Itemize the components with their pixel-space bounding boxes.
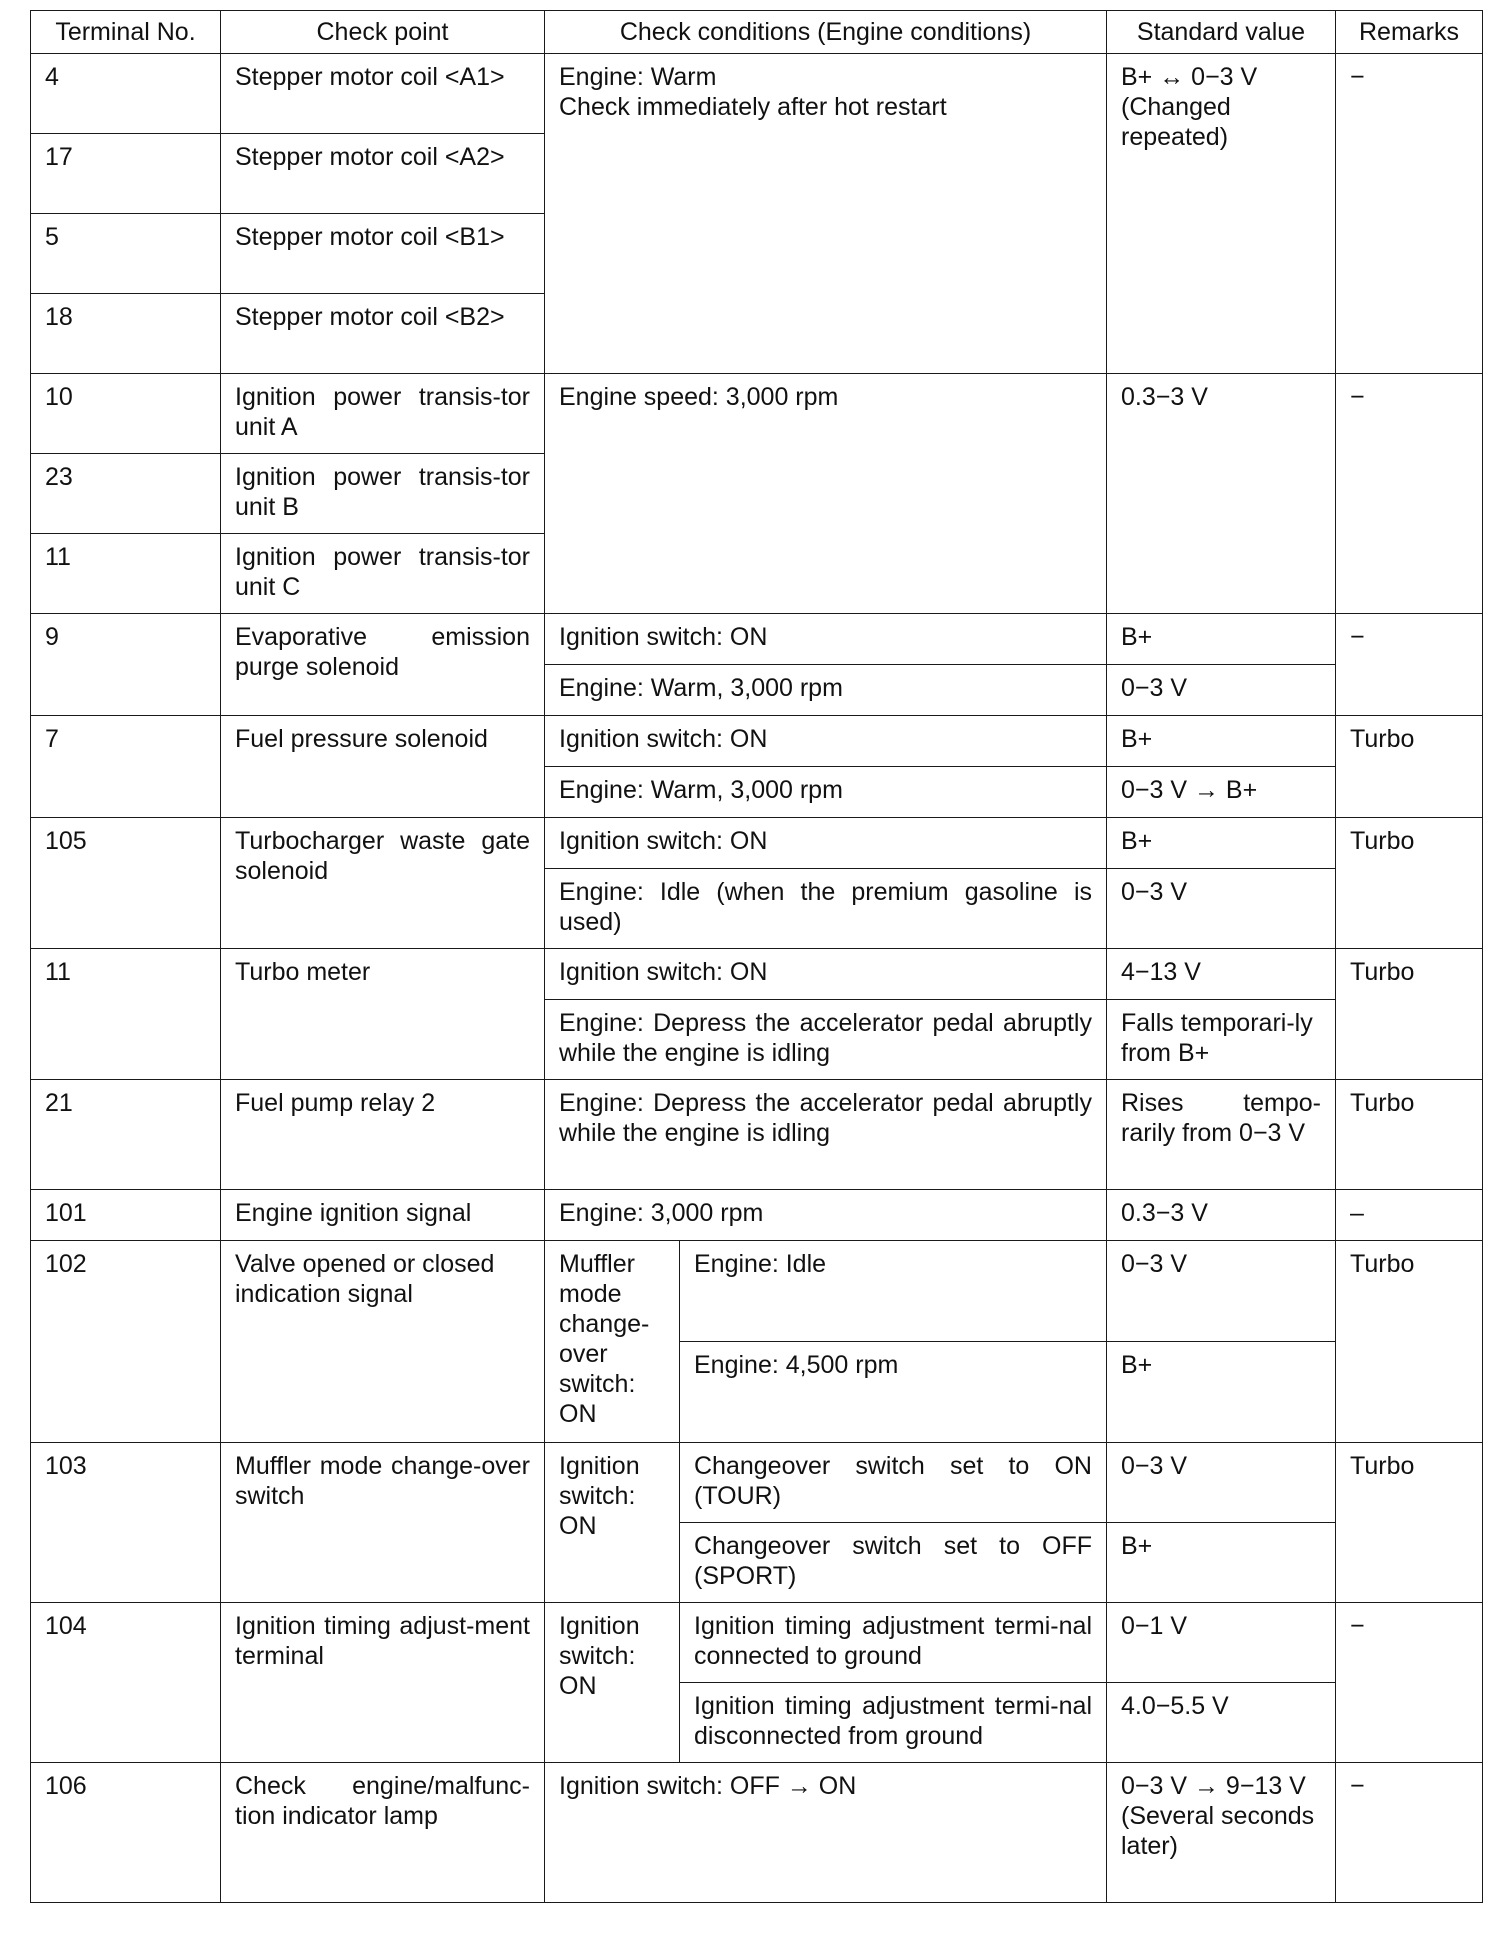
table-row [31, 1763, 1483, 1903]
terminal-cell: 105 [31, 818, 221, 949]
remarks-cell: − [1336, 614, 1483, 716]
standard-cell: Falls temporari-ly from B+ [1107, 1000, 1336, 1080]
terminal-cell: 106 [31, 1763, 221, 1903]
check-point-cell: Ignition timing adjust-ment terminal [221, 1603, 545, 1763]
terminal-cell: 21 [31, 1080, 221, 1190]
check-point-cell: Stepper motor coil <A1> [221, 54, 545, 134]
table-row [31, 54, 1483, 134]
terminal-cell: 9 [31, 614, 221, 716]
condition-cell: Engine: Depress the accelerator pedal abruptly while the engine is idling [545, 1000, 1107, 1080]
standard-cell: B+ [1107, 1523, 1336, 1603]
remarks-cell: Turbo [1336, 1443, 1483, 1603]
condition-cell: Engine: Warm, 3,000 rpm [545, 767, 1107, 818]
group-condition-cell: Muffler mode change-over switch: ON [545, 1241, 680, 1443]
remarks-cell: Turbo [1336, 949, 1483, 1080]
standard-cell: 0−3 V [1107, 1443, 1336, 1523]
standard-cell: B+ [1107, 818, 1336, 869]
terminal-cell: 104 [31, 1603, 221, 1763]
standard-cell: Rises tempo-rarily from 0−3 V [1107, 1080, 1336, 1190]
check-point-cell: Check engine/malfunc-tion indicator lamp [221, 1763, 545, 1903]
standard-cell: B+ ↔ 0−3 V (Changed repeated) [1107, 54, 1336, 374]
terminal-cell: 102 [31, 1241, 221, 1443]
condition-cell: Changeover switch set to ON (TOUR) [680, 1443, 1107, 1523]
header-terminal: Terminal No. [31, 11, 221, 54]
standard-cell: 4.0−5.5 V [1107, 1683, 1336, 1763]
terminal-cell: 7 [31, 716, 221, 818]
terminal-cell: 18 [31, 294, 221, 374]
terminal-cell: 17 [31, 134, 221, 214]
terminal-cell: 10 [31, 374, 221, 454]
terminal-cell: 101 [31, 1190, 221, 1241]
standard-cell: 0.3−3 V [1107, 1190, 1336, 1241]
standard-cell: 0−3 V [1107, 869, 1336, 949]
condition-cell: Ignition switch: ON [545, 716, 1107, 767]
header-standard: Standard value [1107, 11, 1336, 54]
remarks-cell: Turbo [1336, 818, 1483, 949]
remarks-cell: − [1336, 1763, 1483, 1903]
terminal-cell: 5 [31, 214, 221, 294]
check-point-cell: Evaporative emission purge solenoid [221, 614, 545, 716]
remarks-cell: − [1336, 54, 1483, 374]
remarks-cell: − [1336, 1603, 1483, 1763]
condition-cell: Ignition timing adjustment termi-nal connected to ground [680, 1603, 1107, 1683]
table-row [31, 1190, 1483, 1241]
standard-cell: B+ [1107, 614, 1336, 665]
table-row [31, 1443, 1483, 1523]
standard-cell: 0−3 V [1107, 1241, 1336, 1342]
condition-cell [545, 54, 1107, 374]
condition-cell: Ignition timing adjustment termi-nal disconnected from ground [680, 1683, 1107, 1763]
condition-cell: Engine: Idle (when the premium gasoline is used) [545, 869, 1107, 949]
table-row [31, 1080, 1483, 1190]
check-point-cell: Ignition power transis-tor unit B [221, 454, 545, 534]
check-point-cell: Muffler mode change-over switch [221, 1443, 545, 1603]
standard-cell: 0−1 V [1107, 1603, 1336, 1683]
condition-cell: Ignition switch: ON [545, 949, 1107, 1000]
group-condition-cell: Ignition switch: ON [545, 1443, 680, 1603]
header-check-point: Check point [221, 11, 545, 54]
standard-cell: 0−3 V [1107, 665, 1336, 716]
condition-cell: Engine: Depress the accelerator pedal abruptly while the engine is idling [545, 1080, 1107, 1190]
condition-cell: Engine: 3,000 rpm [545, 1190, 1107, 1241]
check-point-cell: Fuel pressure solenoid [221, 716, 545, 818]
standard-cell: 0−3 V → 9−13 V (Several seconds later) [1107, 1763, 1336, 1903]
table-row [31, 818, 1483, 869]
condition-cell: Ignition switch: ON [545, 818, 1107, 869]
terminal-cell: 11 [31, 534, 221, 614]
condition-cell: Engine: 4,500 rpm [680, 1342, 1107, 1443]
check-point-cell: Stepper motor coil <B2> [221, 294, 545, 374]
standard-cell: 0−3 V → B+ [1107, 767, 1336, 818]
table-row [31, 1603, 1483, 1683]
header-row [31, 11, 1483, 54]
table-row [31, 614, 1483, 665]
condition-cell: Engine: Warm, 3,000 rpm [545, 665, 1107, 716]
check-point-cell: Engine ignition signal [221, 1190, 545, 1241]
ecu-check-table [30, 10, 1483, 1903]
check-point-cell: Fuel pump relay 2 [221, 1080, 545, 1190]
terminal-cell: 23 [31, 454, 221, 534]
table-row [31, 1241, 1483, 1342]
table-row [31, 949, 1483, 1000]
condition-line: Check immediately after hot restart [559, 93, 947, 121]
standard-cell: B+ [1107, 1342, 1336, 1443]
standard-cell: B+ [1107, 716, 1336, 767]
remarks-cell: – [1336, 1190, 1483, 1241]
condition-cell: Engine: Idle [680, 1241, 1107, 1342]
condition-line: Engine: Warm [559, 63, 717, 91]
remarks-cell: Turbo [1336, 1241, 1483, 1443]
check-point-cell: Turbocharger waste gate solenoid [221, 818, 545, 949]
condition-cell: Engine speed: 3,000 rpm [545, 374, 1107, 614]
check-point-cell: Ignition power transis-tor unit A [221, 374, 545, 454]
terminal-cell: 11 [31, 949, 221, 1080]
terminal-cell: 4 [31, 54, 221, 134]
standard-cell: 0.3−3 V [1107, 374, 1336, 614]
table-row [31, 716, 1483, 767]
check-point-cell: Ignition power transis-tor unit C [221, 534, 545, 614]
condition-cell: Ignition switch: OFF → ON [545, 1763, 1107, 1903]
remarks-cell: − [1336, 374, 1483, 614]
remarks-cell: Turbo [1336, 1080, 1483, 1190]
header-remarks: Remarks [1336, 11, 1483, 54]
condition-cell: Ignition switch: ON [545, 614, 1107, 665]
check-point-cell: Stepper motor coil <A2> [221, 134, 545, 214]
document [30, 10, 1482, 1903]
header-conditions: Check conditions (Engine conditions) [545, 11, 1107, 54]
table-row [31, 374, 1483, 454]
standard-cell: 4−13 V [1107, 949, 1336, 1000]
terminal-cell: 103 [31, 1443, 221, 1603]
check-point-cell: Stepper motor coil <B1> [221, 214, 545, 294]
remarks-cell: Turbo [1336, 716, 1483, 818]
condition-cell: Changeover switch set to OFF (SPORT) [680, 1523, 1107, 1603]
check-point-cell: Turbo meter [221, 949, 545, 1080]
check-point-cell: Valve opened or closed indication signal [221, 1241, 545, 1443]
group-condition-cell: Ignition switch: ON [545, 1603, 680, 1763]
